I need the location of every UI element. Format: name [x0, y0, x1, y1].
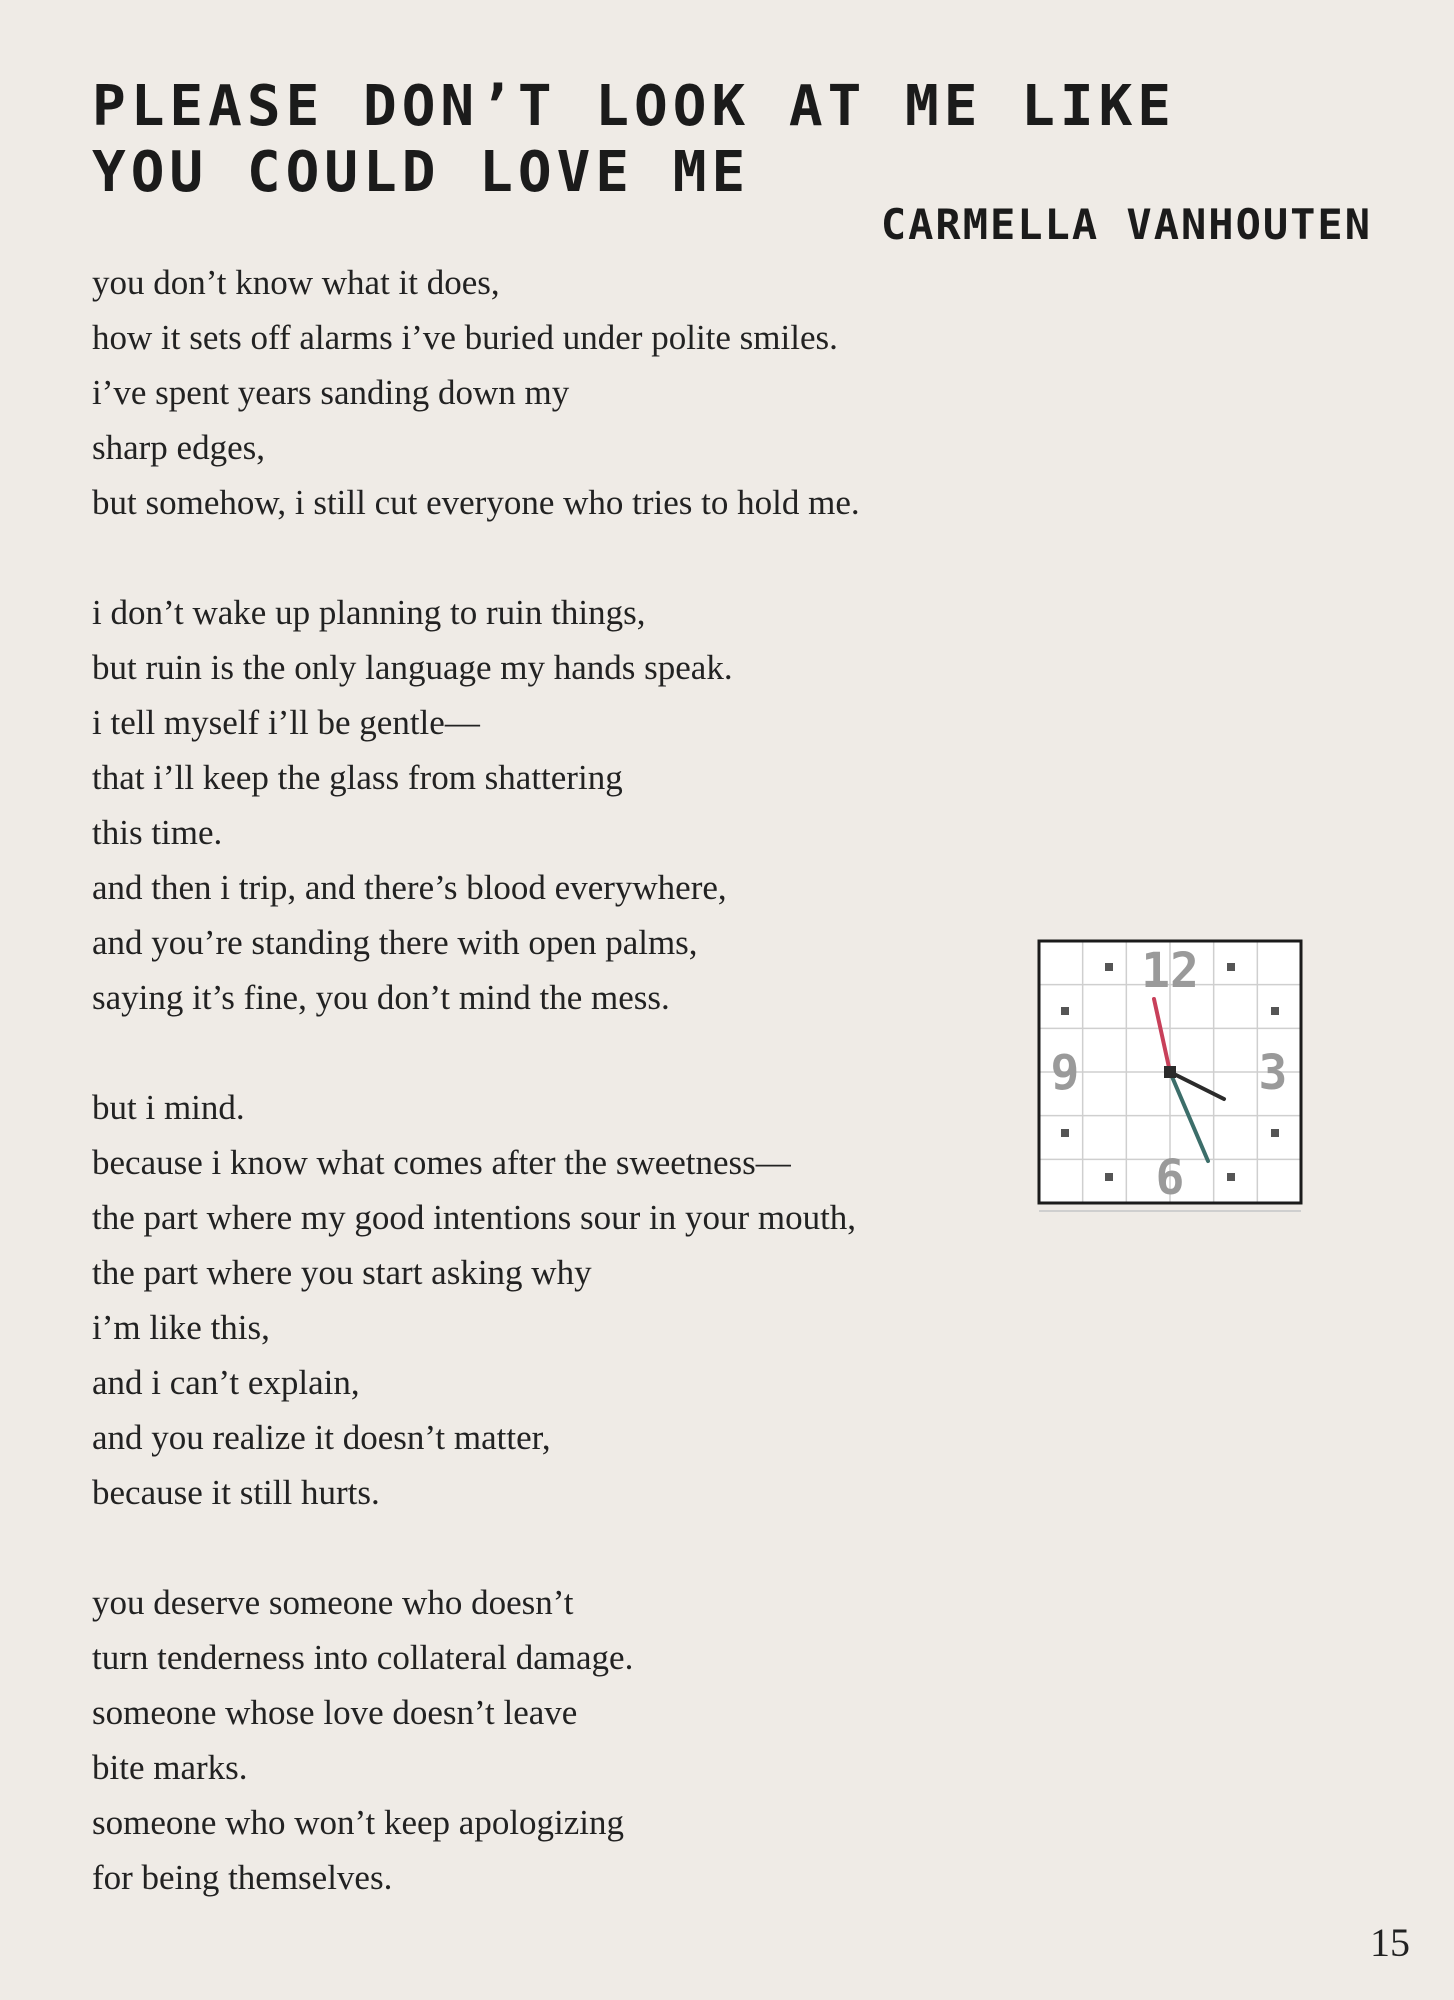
clock-numeral-3: 3 — [1258, 1045, 1288, 1101]
poem-title — [92, 74, 1382, 206]
clock-hour-dot — [1271, 1007, 1279, 1015]
poem-line: someone whose love doesn’t leave — [92, 1693, 578, 1732]
poem-line: the part where my good intentions sour in your mouth, — [92, 1198, 857, 1237]
clock-hour-dot — [1227, 963, 1235, 971]
poem-line: you deserve someone who doesn’t — [92, 1583, 574, 1622]
poem-line: saying it’s fine, you don’t mind the mess. — [92, 978, 670, 1017]
poem-line: and you’re standing there with open palms, — [92, 923, 698, 962]
poem-line: turn tenderness into collateral damage. — [92, 1638, 634, 1677]
poem-line: this time. — [92, 813, 223, 852]
poem-title-line-1: PLEASE DON’T LOOK AT ME LIKE — [92, 74, 1177, 139]
poem-line: someone who won’t keep apologizing — [92, 1803, 625, 1842]
clock-numeral-6: 6 — [1155, 1150, 1185, 1206]
poem-line: that i’ll keep the glass from shattering — [92, 758, 623, 797]
clock-center-cap — [1164, 1066, 1176, 1078]
clock-hour-dot — [1105, 963, 1113, 971]
poem-line: but ruin is the only language my hands speak. — [92, 648, 733, 687]
poem-line: because i know what comes after the sweetness— — [92, 1143, 791, 1182]
clock-numeral-12: 12 — [1141, 943, 1199, 999]
clock-illustration — [1037, 939, 1307, 1219]
poem-line: how it sets off alarms i’ve buried under polite smiles. — [92, 318, 838, 357]
poem-line: but somehow, i still cut everyone who tries to hold me. — [92, 483, 860, 522]
poem-stanza — [92, 1575, 992, 1905]
clock-numeral-9: 9 — [1050, 1045, 1080, 1101]
author-name: CARMELLA VANHOUTEN — [880, 200, 1372, 249]
clock-hour-dot — [1105, 1173, 1113, 1181]
poem-line: you don’t know what it does, — [92, 263, 500, 302]
poem-stanza — [92, 585, 992, 1025]
poem-line: because it still hurts. — [92, 1473, 380, 1512]
poem-line: i’m like this, — [92, 1308, 270, 1347]
poem-line: i’ve spent years sanding down my — [92, 373, 570, 412]
poem-stanza — [92, 1080, 992, 1520]
poem-line: i don’t wake up planning to ruin things, — [92, 593, 646, 632]
poem-stanza — [92, 255, 992, 530]
poem-line: and then i trip, and there’s blood everywhere, — [92, 868, 727, 907]
poem-body — [92, 255, 992, 1960]
clock-hour-dot — [1271, 1129, 1279, 1137]
poem-line: for being themselves. — [92, 1858, 393, 1897]
clock-hour-dot — [1061, 1129, 1069, 1137]
poem-line: and you realize it doesn’t matter, — [92, 1418, 551, 1457]
page-number: 15 — [1370, 1920, 1410, 1965]
poem-line: the part where you start asking why — [92, 1253, 592, 1292]
clock-hour-dot — [1061, 1007, 1069, 1015]
poem-line: i tell myself i’ll be gentle— — [92, 703, 480, 742]
poem-line: sharp edges, — [92, 428, 266, 467]
poem-line: and i can’t explain, — [92, 1363, 360, 1402]
poem-title-line-2: YOU COULD LOVE ME — [92, 140, 751, 205]
poem-line: but i mind. — [92, 1088, 245, 1127]
clock-hour-dot — [1227, 1173, 1235, 1181]
poem-line: bite marks. — [92, 1748, 248, 1787]
